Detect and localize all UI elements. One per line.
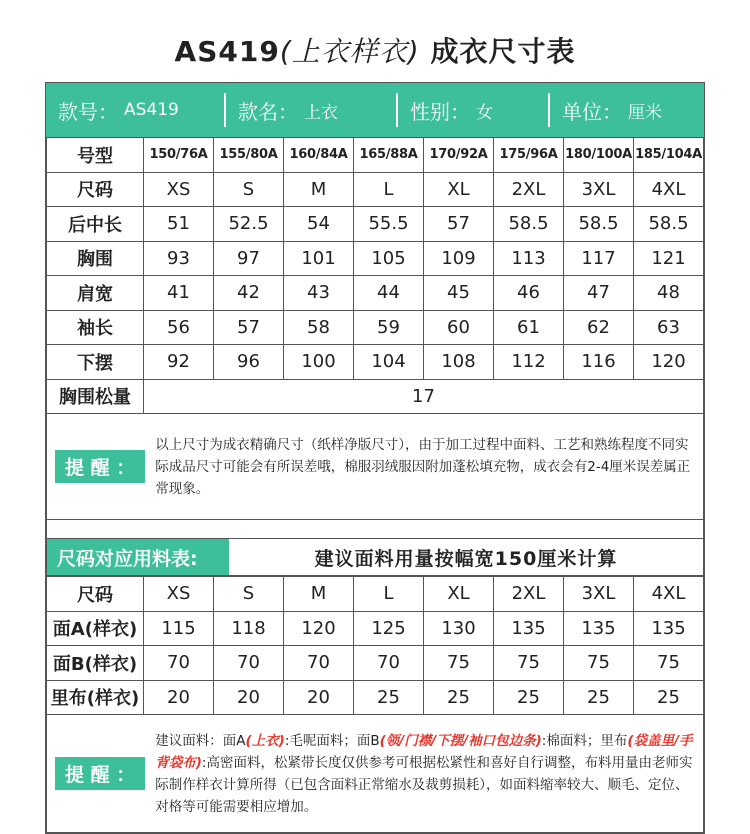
material-row-label: 面A(样衣) [47,611,144,646]
material-cell: 25 [424,680,494,715]
material-header [46,538,704,576]
size-cell: 57 [214,310,284,345]
size-cell: 180/100A [564,138,634,173]
material-cell: 135 [494,611,564,646]
material-cell: 20 [214,680,284,715]
size-cell: 62 [564,310,634,345]
material-table [46,576,704,715]
size-cell: 58.5 [564,207,634,242]
size-cell: 46 [494,276,564,311]
size-cell: 120 [634,345,704,380]
material-row [47,577,704,612]
size-row-label: 袖长 [47,310,144,345]
material-cell: 25 [494,680,564,715]
note-highlight: (领/门襟/下摆/袖口包边条) [379,732,542,749]
size-cell: 42 [214,276,284,311]
size-cell: 101 [284,241,354,276]
size-row-label: 胸围 [47,241,144,276]
size-cell: 170/92A [424,138,494,173]
size-cell: 150/76A [144,138,214,173]
size-cell: 97 [214,241,284,276]
style-no-label: 款号： [58,99,118,124]
note-highlight: (袋盖里/手背袋布) [155,732,693,771]
material-cell: 75 [634,646,704,681]
unit-label: 单位： [562,99,622,124]
size-cell: 160/84A [284,138,354,173]
material-row [47,611,704,646]
size-cell: 121 [634,241,704,276]
size-cell: 165/88A [354,138,424,173]
material-cell: 75 [494,646,564,681]
size-sheet [45,82,705,834]
material-cell: 130 [424,611,494,646]
size-cell: 2XL [494,172,564,207]
material-cell: 118 [214,611,284,646]
size-row-label: 下摆 [47,345,144,380]
material-cell: 135 [564,611,634,646]
size-row-label: 后中长 [47,207,144,242]
size-cell: 61 [494,310,564,345]
gender [398,83,548,137]
size-cell: 100 [284,345,354,380]
size-cell: 59 [354,310,424,345]
unit [550,83,704,137]
size-row [47,241,704,276]
title-rest: 成衣尺寸表 [430,35,576,68]
size-cell: 116 [564,345,634,380]
size-cell: 48 [634,276,704,311]
note-part: :棉面料；里布 [541,732,628,749]
title-paren: (上衣样衣) [279,35,420,68]
size-cell: 105 [354,241,424,276]
note-highlight: (上衣) [245,732,285,749]
size-cell: 113 [494,241,564,276]
material-cell: L [354,577,424,612]
size-cell: XL [424,172,494,207]
size-cell: 63 [634,310,704,345]
size-cell: 104 [354,345,424,380]
size-cell: 52.5 [214,207,284,242]
size-cell: 185/104A [634,138,704,173]
material-cell: 3XL [564,577,634,612]
size-cell: 43 [284,276,354,311]
size-cell: 58.5 [634,207,704,242]
size-cell: S [214,172,284,207]
size-cell: 57 [424,207,494,242]
size-cell: 55.5 [354,207,424,242]
material-subtitle: 建议面料用量按幅宽150厘米计算 [314,547,618,570]
size-row [47,138,704,173]
ease-label: 胸围松量 [47,379,144,414]
size-cell: 44 [354,276,424,311]
note-part: 建议面料：面A [155,732,246,749]
material-cell: 70 [354,646,424,681]
material-cell: 115 [144,611,214,646]
size-cell: 93 [144,241,214,276]
material-cell: 70 [214,646,284,681]
style-name-value: 上衣 [304,102,338,123]
material-cell: 120 [284,611,354,646]
size-cell: 92 [144,345,214,380]
size-cell: 3XL [564,172,634,207]
size-row [47,310,704,345]
material-cell: 25 [634,680,704,715]
material-cell: 75 [564,646,634,681]
size-cell: L [354,172,424,207]
style-name [226,83,396,137]
material-cell: 2XL [494,577,564,612]
ease-value: 17 [144,379,704,414]
size-cell: 54 [284,207,354,242]
material-cell: XS [144,577,214,612]
size-cell: 117 [564,241,634,276]
size-cell: 41 [144,276,214,311]
size-cell: 58.5 [494,207,564,242]
page-title [0,30,750,70]
size-cell: 56 [144,310,214,345]
size-cell: 112 [494,345,564,380]
material-cell: XL [424,577,494,612]
note-part: :高密面料，松紧带长度仅供参考可根据松紧性和喜好自行调整，布料用量由老师实际制作样衣计算所得（已包含面料正常缩水及裁剪损耗），如面料缩率较大、顺毛、定位、对格等可能需要相应增加。 [155,754,693,815]
reminder-text [155,730,703,818]
reminder-badge: 提 醒 ： [55,757,145,790]
size-row [47,207,704,242]
gender-value: 女 [476,102,493,123]
size-cell: 45 [424,276,494,311]
material-cell: 135 [634,611,704,646]
size-cell: 4XL [634,172,704,207]
material-row [47,646,704,681]
size-table [46,137,704,414]
material-cell: S [214,577,284,612]
material-cell: 4XL [634,577,704,612]
material-cell: 75 [424,646,494,681]
spacer [46,520,704,538]
size-cell: 58 [284,310,354,345]
size-row [47,172,704,207]
style-name-label: 款名： [238,99,298,124]
size-cell: 155/80A [214,138,284,173]
size-cell: 96 [214,345,284,380]
reminder-text: 以上尺寸为成衣精确尺寸（纸样净版尺寸），由于加工过程中面料、工艺和熟练程度不同实际成品尺寸可能会有所误差哦，棉服羽绒服因附加蓬松填充物，成衣会有2-4厘米误差属正常现象。 [155,436,691,497]
material-cell: 25 [354,680,424,715]
size-cell: 47 [564,276,634,311]
material-row [47,680,704,715]
size-row-label: 号型 [47,138,144,173]
size-row [47,345,704,380]
unit-value: 厘米 [628,102,662,123]
material-row-label: 尺码 [47,577,144,612]
info-header [46,83,704,137]
style-no-value: AS419 [124,100,179,120]
material-label: 尺码对应用料表: [47,539,229,575]
material-cell: 20 [144,680,214,715]
material-row-label: 里布(样衣) [47,680,144,715]
note-part: :毛呢面料；面B [284,732,380,749]
size-row [47,276,704,311]
size-cell: XS [144,172,214,207]
material-cell: 70 [144,646,214,681]
size-cell: M [284,172,354,207]
size-cell: 60 [424,310,494,345]
size-cell: 51 [144,207,214,242]
size-cell: 108 [424,345,494,380]
reminder-1 [46,414,704,520]
title-code: AS419 [174,35,280,68]
size-cell: 109 [424,241,494,276]
material-cell: 70 [284,646,354,681]
material-cell: 125 [354,611,424,646]
material-cell: M [284,577,354,612]
reminder-badge: 提 醒 ： [55,450,145,483]
reminder-2 [46,715,704,833]
size-row-label: 肩宽 [47,276,144,311]
material-row-label: 面B(样衣) [47,646,144,681]
style-no [46,83,224,137]
gender-label: 性别： [410,99,470,124]
material-cell: 25 [564,680,634,715]
size-cell: 175/96A [494,138,564,173]
size-row-label: 尺码 [47,172,144,207]
material-cell: 20 [284,680,354,715]
